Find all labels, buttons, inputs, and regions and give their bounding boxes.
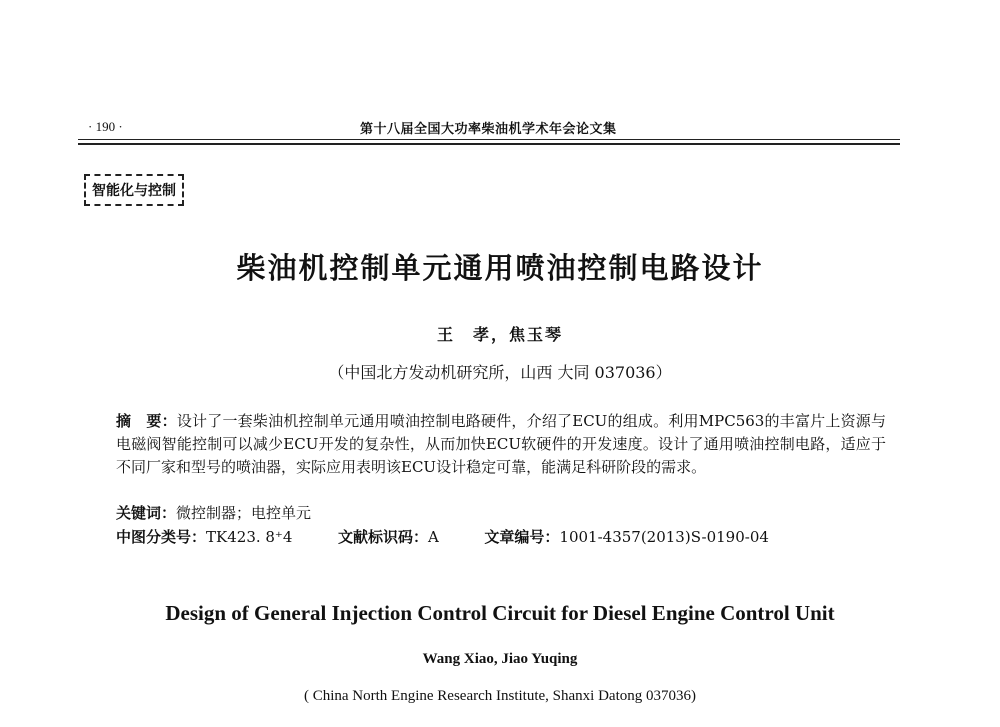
page-number: · 190 · bbox=[88, 119, 123, 134]
classification-line bbox=[116, 526, 896, 547]
clc-value: TK423. 8⁺4 bbox=[206, 528, 293, 546]
header-rule-thick bbox=[78, 143, 900, 145]
article-no-value: 1001-4357(2013)S-0190-04 bbox=[559, 528, 769, 546]
clc-label: 中图分类号： bbox=[116, 528, 207, 546]
affiliation-cn: （中国北方发动机研究所，山西 大同 037036） bbox=[328, 363, 672, 382]
header-rule-thin bbox=[78, 139, 900, 140]
abstract bbox=[116, 410, 886, 479]
keywords-text: 微控制器；电控单元 bbox=[176, 504, 312, 522]
paper-title-en: Design of General Injection Control Circuit for Diesel Engine Control Unit bbox=[165, 601, 835, 625]
paper-title-cn: 柴油机控制单元通用喷油控制电路设计 bbox=[236, 251, 764, 285]
keywords bbox=[116, 502, 311, 523]
section-tag: 智能化与控制 bbox=[84, 174, 184, 206]
authors-cn: 王 孝，焦玉琴 bbox=[436, 325, 563, 344]
affiliation-en: ( China North Engine Research Institute, Shanxi Datong 037036) bbox=[303, 688, 696, 704]
abstract-text: 设计了一套柴油机控制单元通用喷油控制电路硬件，介绍了ECU的组成。利用MPC563的丰富片上资源与电磁阀智能控制可以减少ECU开发的复杂性，从而加快ECU软硬件的开发速度。设计了通用喷油控制电路，适应于不同厂家和型号的喷油器，实际应用表明该ECU设计稳定可靠，能满足科研阶段的需求。 bbox=[116, 412, 886, 476]
doc-code-label: 文献标识码： bbox=[337, 528, 428, 546]
abstract-label: 摘 要： bbox=[116, 412, 177, 430]
keywords-label: 关键词： bbox=[116, 504, 177, 522]
article-no-label: 文章编号： bbox=[484, 528, 560, 546]
doc-code-value: A bbox=[427, 528, 439, 546]
proceedings-title: 第十八届全国大功率柴油机学术年会论文集 bbox=[360, 122, 617, 137]
authors-en: Wang Xiao, Jiao Yuqing bbox=[422, 651, 578, 667]
